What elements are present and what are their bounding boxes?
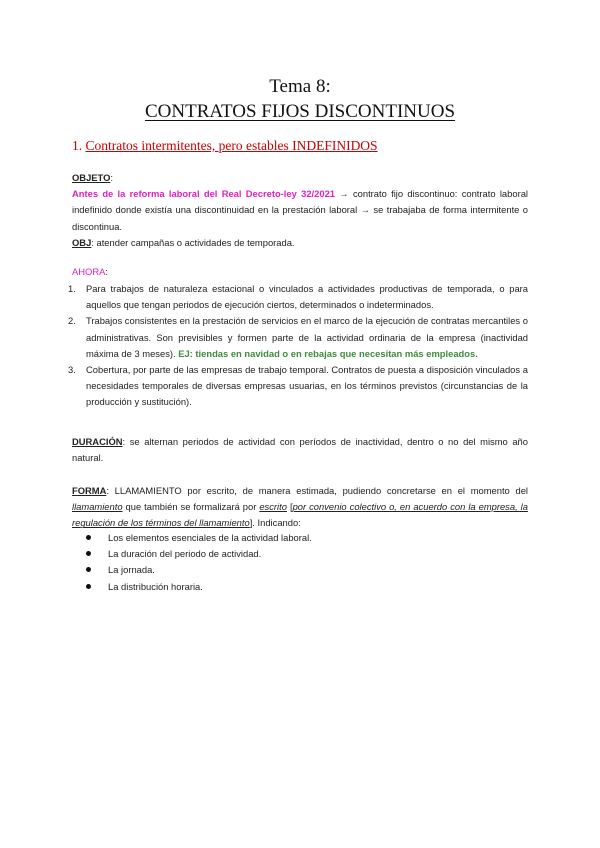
list-item: Los elementos esenciales de la actividad laboral. bbox=[86, 530, 312, 546]
document-title: Tema 8: bbox=[269, 76, 331, 97]
forma-bullet-list bbox=[86, 530, 312, 595]
bullet-icon bbox=[86, 567, 91, 572]
objeto-label: OBJETO bbox=[72, 172, 111, 183]
ahora-label: AHORA bbox=[72, 266, 106, 277]
objeto-highlight: Antes de la reforma laboral del Real Decreto-ley 32/2021 bbox=[72, 188, 336, 200]
section-number: 1. bbox=[72, 138, 83, 153]
list-item: La jornada. bbox=[86, 562, 312, 578]
list-item: 2. Trabajos consistentes en la prestación de servicios en el marco de la ejecución de contratas mercantiles o administrativas. Son previsibles y formen parte de la actividad ordinaria de la empresa (inactividad máxima de 3 meses). EJ: tiendas en navidad o en rebajas que necesitan más empleados. bbox=[68, 315, 528, 359]
section-heading bbox=[72, 138, 378, 154]
forma-label: FORMA bbox=[72, 485, 107, 496]
objeto-text: → contrato fijo discontinuo: contrato laboral indefinido donde existía una discontinuidad en la prestación laboral → se trabajaba de forma intermitente o discontinua. bbox=[72, 188, 528, 232]
section-title: Contratos intermitentes, pero estables INDEFINIDOS bbox=[85, 138, 378, 153]
obj-text: : atender campañas o actividades de temporada. bbox=[91, 236, 295, 248]
objeto-paragraph: OBJETO: Antes de la reforma laboral del Real Decreto-ley 32/2021 → contrato fijo discontinuo: contrato laboral indefinido donde existía una discontinuidad en la prestación laboral → se trabajaba de forma intermitente o discontinua. OBJ: atender campañas o actividades de temporada. bbox=[72, 172, 528, 248]
list-item: 3. Cobertura, por parte de las empresas de trabajo temporal. Contratos de puesta a disposición vinculados a necesidades temporales de diversas empresas usuarias, en los términos previstos (circunstancias de la producción y sustitución). bbox=[68, 364, 528, 408]
duracion-paragraph bbox=[72, 434, 528, 466]
ahora-list bbox=[68, 281, 528, 411]
list-item: La distribución horaria. bbox=[86, 579, 312, 595]
duracion-label: DURACIÓN bbox=[72, 436, 123, 447]
list-item: 1. Para trabajos de naturaleza estacional o vinculados a actividades productivas de temporada, o para aquellos que tengan periodos de ejecución ciertos, determinados o indeterminados. bbox=[68, 283, 528, 311]
example-text: EJ: tiendas en navidad o en rebajas que necesitan más empleados. bbox=[178, 347, 478, 359]
bullet-icon bbox=[86, 535, 91, 540]
list-item: La duración del periodo de actividad. bbox=[86, 546, 312, 562]
bullet-icon bbox=[86, 584, 91, 589]
forma-paragraph: FORMA: LLAMAMIENTO por escrito, de manera estimada, pudiendo concretarse en el momento del llamamiento que también se formalizará por escrito [por convenio colectivo o, en acuerdo con la empresa, la regulación de los términos del llamamiento]. Indicando: bbox=[72, 485, 528, 529]
document-subtitle: CONTRATOS FIJOS DISCONTINUOS bbox=[144, 101, 456, 122]
obj-label: OBJ bbox=[72, 236, 92, 248]
duracion-text: : se alternan periodos de actividad con períodos de inactividad, dentro o no del mismo año natural. bbox=[72, 436, 528, 464]
bullet-icon bbox=[86, 551, 91, 556]
ahora-heading: AHORA: bbox=[72, 266, 108, 277]
